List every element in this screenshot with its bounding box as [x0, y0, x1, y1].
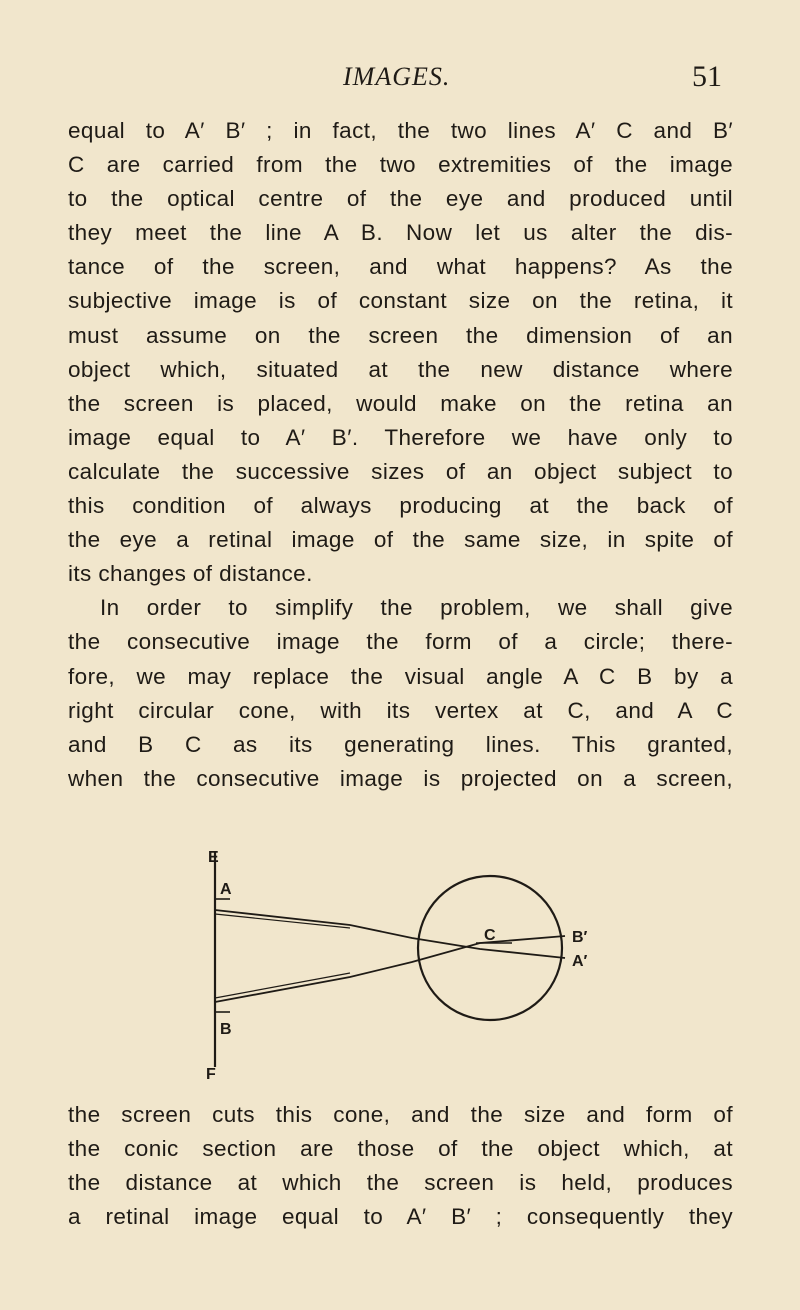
label-a-prime: A′ — [572, 953, 588, 970]
ray-b-inner — [215, 973, 350, 998]
body-text-bottom — [68, 1098, 733, 1234]
label-a: A — [220, 881, 232, 898]
body-text-top — [68, 114, 733, 796]
text-line: the conic section are those of the object which, at — [68, 1136, 733, 1162]
text-line: the distance at which the screen is held, produces — [68, 1170, 733, 1196]
label-e: E — [208, 849, 219, 866]
text-line: the screen is placed, would make on the retina an — [68, 390, 733, 416]
text-line: the eye a retinal image of the same size, in spite of — [68, 527, 733, 553]
text-line: to the optical centre of the eye and produced until — [68, 186, 733, 212]
ray-b-to-b-prime — [215, 936, 565, 1002]
label-c: C — [484, 927, 496, 944]
label-b-prime: B′ — [572, 929, 588, 946]
text-line: In order to simplify the problem, we shall give — [100, 595, 733, 621]
text-line: a retinal image equal to A′ B′ ; consequently they — [68, 1204, 733, 1230]
text-line: subjective image is of constant size on the retina, it — [68, 288, 733, 314]
cone-projection-diagram — [180, 842, 640, 1080]
ray-a-inner — [215, 914, 350, 928]
text-line: they meet the line A B. Now let us alter the dis- — [68, 220, 733, 246]
running-title: IMAGES. — [343, 62, 451, 91]
text-line: when the consecutive image is projected on a screen, — [68, 765, 733, 791]
eye-circle — [418, 876, 562, 1020]
text-line: the screen cuts this cone, and the size and form of — [68, 1102, 733, 1127]
text-line: fore, we may replace the visual angle A C B by a — [68, 663, 733, 689]
ray-a-to-a-prime — [215, 910, 565, 958]
text-line: calculate the successive sizes of an object subject to — [68, 458, 733, 484]
text-line: object which, situated at the new distance where — [68, 356, 733, 382]
text-line: must assume on the screen the dimension of an — [68, 322, 733, 348]
text-line: the consecutive image the form of a circle; there- — [68, 629, 733, 655]
text-line: right circular cone, with its vertex at C, and A C — [68, 697, 733, 723]
running-head — [0, 60, 800, 94]
text-line: equal to A′ B′ ; in fact, the two lines A′ C and B′ — [68, 118, 733, 143]
text-line: this condition of always producing at the back of — [68, 493, 733, 519]
page-number: 51 — [692, 60, 722, 93]
label-f: F — [206, 1066, 216, 1080]
text-line: image equal to A′ B′. Therefore we have only to — [68, 424, 733, 450]
label-b: B — [220, 1021, 232, 1038]
text-line: its changes of distance. — [68, 561, 313, 587]
text-line: and B C as its generating lines. This granted, — [68, 731, 733, 757]
text-line: tance of the screen, and what happens? As the — [68, 254, 733, 280]
text-line: C are carried from the two extremities of the image — [68, 152, 733, 178]
